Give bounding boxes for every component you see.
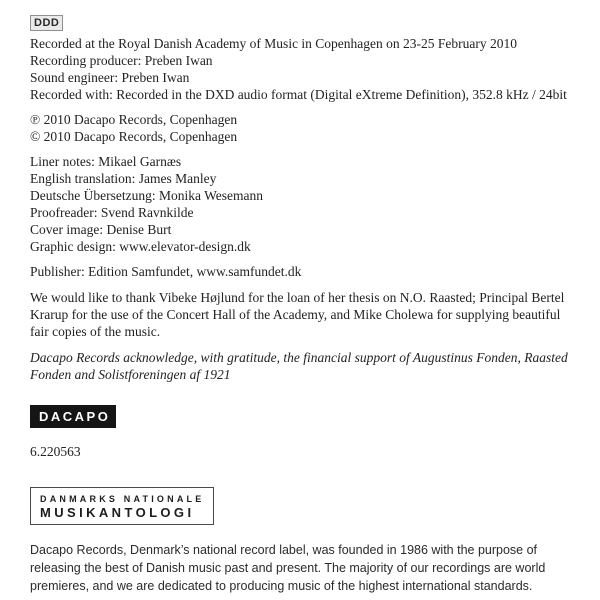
- german-translation-credit: Deutsche Übersetzung: Monika Wesemann: [30, 188, 263, 203]
- english-translation-credit: English translation: James Manley: [30, 171, 217, 186]
- graphic-design-credit: Graphic design: www.elevator-design.dk: [30, 239, 251, 254]
- proofreader-credit: Proofreader: Svend Ravnkilde: [30, 205, 194, 220]
- spars-code-badge: DDD: [30, 15, 63, 31]
- credits-block: [30, 153, 575, 255]
- recorded-with-line: Recorded with: Recorded in the DXD audio format (Digital eXtreme Definition), 352.8 kHz / 24bit: [30, 87, 567, 102]
- phonogram-copyright-line: ℗ 2010 Dacapo Records, Copenhagen: [30, 112, 238, 127]
- label-blurb-paragraph: Dacapo Records, Denmark’s national record label, was founded in 1986 with the purpose of releasing the best of Danish music past and present. The majority of our recordings are world premieres, and we are dedicated to producing music of the highest international standards.: [30, 543, 546, 593]
- copyright-block: [30, 111, 575, 145]
- recording-location-line: Recorded at the Royal Danish Academy of Music in Copenhagen on 23-25 February 2010: [30, 36, 518, 51]
- liner-notes-credit: Liner notes: Mikael Garnæs: [30, 154, 182, 169]
- anthology-logo-line1: DANMARKS NATIONALE: [40, 494, 205, 504]
- copyright-line: © 2010 Dacapo Records, Copenhagen: [30, 129, 238, 144]
- publisher-line: Publisher: Edition Samfundet, www.samfundet.dk: [30, 264, 302, 279]
- cover-image-credit: Cover image: Denise Burt: [30, 222, 172, 237]
- thanks-paragraph: We would like to thank Vibeke Højlund for the loan of her thesis on N.O. Raasted; Principal Bertel Krarup for the use of the Concert Hall of the Academy, and Mike Cholewa for supplying beautiful fair copies of the music.: [30, 290, 565, 339]
- anthology-logo: [30, 487, 214, 525]
- anthology-logo-line2: MUSIKANTOLOGI: [40, 505, 195, 520]
- acknowledgement-paragraph: Dacapo Records acknowledge, with gratitude, the financial support of Augustinus Fonden, Raasted Fonden and Solistforeningen af 1921: [30, 350, 568, 382]
- recording-info-block: [30, 35, 575, 103]
- catalog-number: 6.220563: [30, 444, 81, 459]
- sound-engineer-line: Sound engineer: Preben Iwan: [30, 70, 190, 85]
- recording-producer-line: Recording producer: Preben Iwan: [30, 53, 213, 68]
- dacapo-logo: DACAPO: [30, 405, 116, 428]
